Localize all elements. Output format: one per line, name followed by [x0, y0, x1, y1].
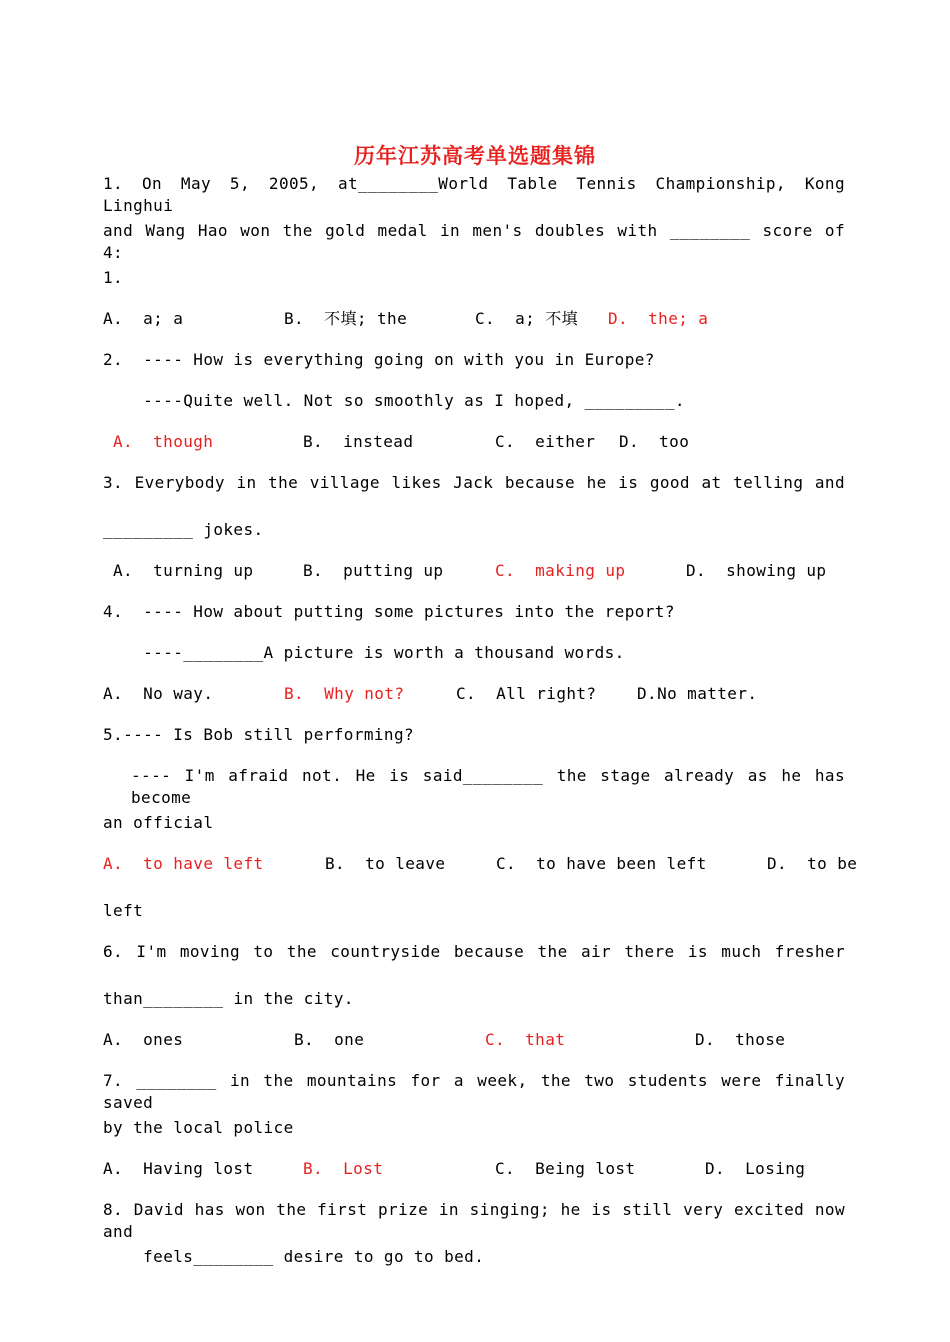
question-1-line-2: and Wang Hao won the gold medal in men's doubles with ________ score of 4:	[103, 221, 845, 262]
question-5-option-d: D. to be	[767, 854, 858, 873]
question-2-line-2: ----Quite well. Not so smoothly as I hoped, _________.	[103, 391, 685, 410]
question-2-line-1: 2. ---- How is everything going on with you in Europe?	[103, 350, 655, 369]
question-3-option-b: B. putting up	[303, 561, 444, 580]
question-1-option-a: A. a; a	[103, 309, 184, 328]
page-title: 历年江苏高考单选题集锦	[354, 143, 596, 168]
question-5-line-2: ---- I'm afraid not. He is said________ the stage already as he has become	[131, 766, 845, 807]
question-1-option-c: C. a; 不填	[475, 309, 579, 328]
question-1-option-d-answer: D. the; a	[608, 309, 709, 328]
question-4-option-a: A. No way.	[103, 684, 214, 703]
question-6-option-d: D. those	[695, 1030, 786, 1049]
question-5-line-3: an official	[103, 813, 214, 832]
question-2-option-a-answer: A. though	[113, 432, 214, 451]
question-6-line-2: than________ in the city.	[103, 989, 354, 1008]
question-6-line-1: 6. I'm moving to the countryside because the air there is much fresher	[103, 942, 845, 961]
question-3-option-d: D. showing up	[686, 561, 827, 580]
question-7-line-2: by the local police	[103, 1118, 294, 1137]
question-5-line-1: 5.---- Is Bob still performing?	[103, 725, 415, 744]
question-4-line-1: 4. ---- How about putting some pictures into the report?	[103, 602, 675, 621]
question-4-option-d: D.No matter.	[637, 684, 758, 703]
question-4-option-b-answer: B. Why not?	[284, 684, 405, 703]
question-3-option-c-answer: C. making up	[495, 561, 626, 580]
question-5-option-c: C. to have been left	[496, 854, 707, 873]
question-8-line-1: 8. David has won the first prize in singing; he is still very excited now and	[103, 1200, 845, 1241]
question-2-option-c: C. either	[495, 432, 596, 451]
question-5-option-b: B. to leave	[325, 854, 446, 873]
question-1-line-3: 1.	[103, 268, 124, 287]
question-1-option-b: B. 不填; the	[284, 309, 408, 328]
question-5-option-a-answer: A. to have left	[103, 854, 264, 873]
question-2-option-d: D. too	[619, 432, 690, 451]
question-6-option-b: B. one	[294, 1030, 365, 1049]
question-4-line-2: ----________A picture is worth a thousand words.	[103, 643, 625, 662]
question-3-line-2: _________ jokes.	[103, 520, 264, 539]
question-7-option-c: C. Being lost	[495, 1159, 636, 1178]
question-7-option-a: A. Having lost	[103, 1159, 254, 1178]
question-7-option-b-answer: B. Lost	[303, 1159, 384, 1178]
question-4-option-c: C. All right?	[456, 684, 597, 703]
question-5-option-d-continued: left	[103, 901, 144, 920]
question-3-option-a: A. turning up	[113, 561, 254, 580]
question-7-option-d: D. Losing	[705, 1159, 806, 1178]
question-8-line-2: feels________ desire to go to bed.	[103, 1247, 485, 1266]
question-6-option-c-answer: C. that	[485, 1030, 566, 1049]
question-7-line-1: 7. ________ in the mountains for a week, the two students were finally saved	[103, 1071, 845, 1112]
question-3-line-1: 3. Everybody in the village likes Jack because he is good at telling and	[103, 473, 845, 492]
question-2-option-b: B. instead	[303, 432, 414, 451]
question-1-line-1: 1. On May 5, 2005, at________World Table Tennis Championship, Kong Linghui	[103, 174, 845, 215]
question-6-option-a: A. ones	[103, 1030, 184, 1049]
